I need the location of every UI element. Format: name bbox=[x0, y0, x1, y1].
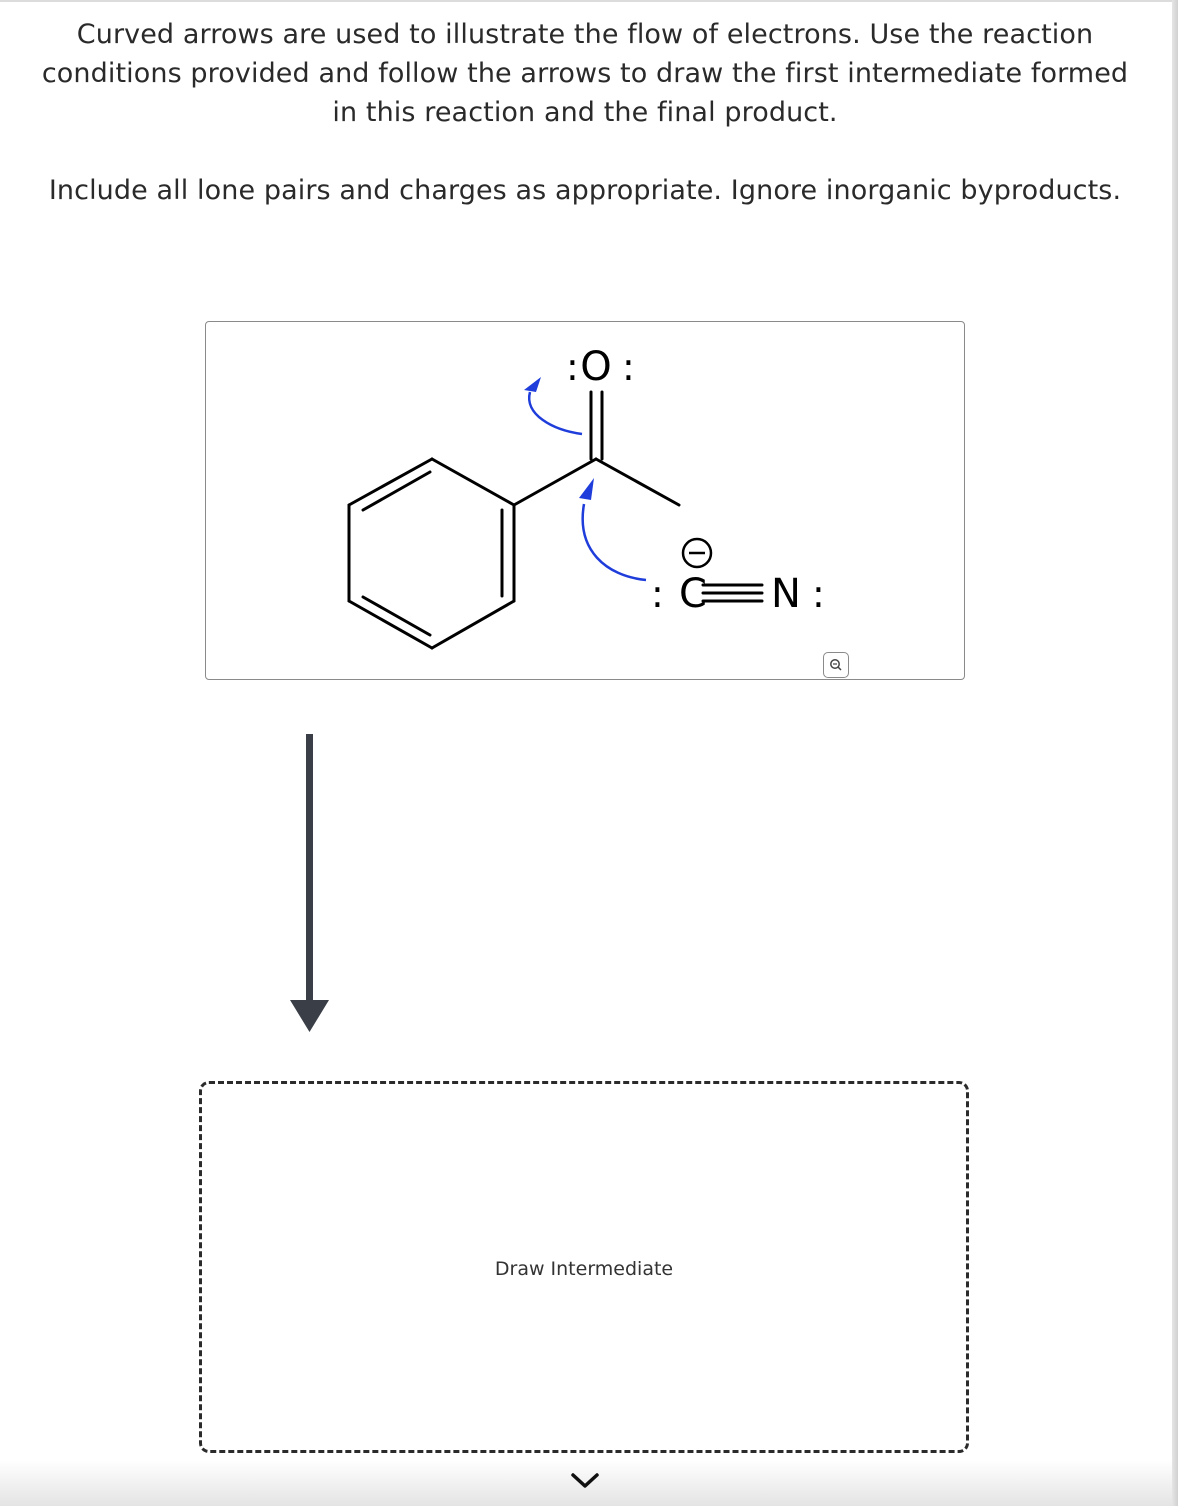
oxygen-atom-label: O bbox=[580, 344, 612, 390]
carbon-lone-pair: : bbox=[651, 572, 664, 616]
question-note: Include all lone pairs and charges as appropriate. Ignore inorganic byproducts. bbox=[48, 175, 1122, 206]
magnifier-icon bbox=[824, 653, 847, 676]
reaction-arrow bbox=[285, 734, 335, 1036]
curved-arrow-cyanide-to-carbon bbox=[579, 478, 646, 580]
nitrogen-atom-label: N bbox=[771, 571, 801, 617]
reactant-structure bbox=[206, 322, 964, 679]
negative-charge-icon bbox=[683, 539, 711, 567]
top-divider bbox=[0, 0, 1172, 2]
nitrogen-lone-pair: : bbox=[812, 572, 825, 616]
question-instructions: Curved arrows are used to illustrate the flow of electrons. Use the reaction conditions provided and follow the arrows to draw the first intermediate formed in this reaction and the final product. bbox=[41, 19, 1129, 128]
oxygen-lone-pair-left: : bbox=[566, 345, 579, 389]
oxygen-lone-pair-right: : bbox=[622, 345, 635, 389]
reactant-structure-panel bbox=[205, 321, 965, 680]
zoom-button[interactable] bbox=[823, 652, 849, 678]
chevron-down-icon[interactable] bbox=[568, 1470, 602, 1492]
scrollbar[interactable] bbox=[1172, 0, 1178, 1506]
draw-intermediate-label: Draw Intermediate bbox=[494, 1258, 674, 1280]
draw-intermediate-area[interactable] bbox=[199, 1081, 969, 1453]
carbon-atom-label: C bbox=[679, 571, 707, 617]
